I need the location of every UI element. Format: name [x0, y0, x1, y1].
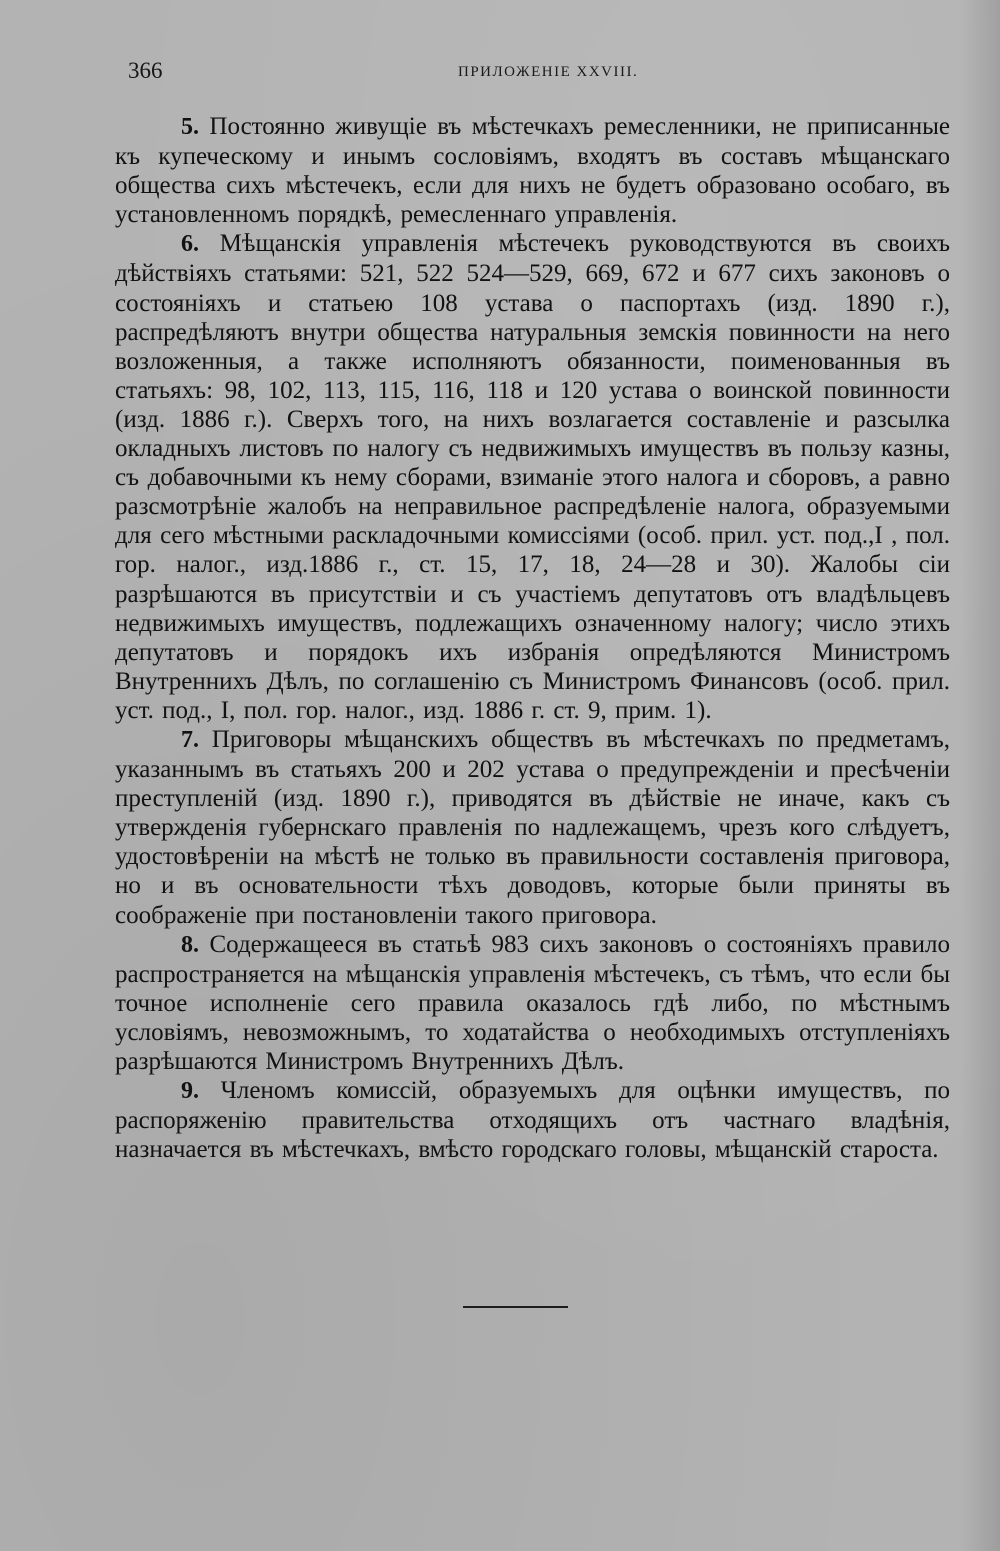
- paragraph-7: [115, 725, 950, 930]
- paragraph-text: Приговоры мѣщанскихъ обществъ въ мѣстечкахъ по предметамъ, указаннымъ въ статьяхъ 200 и 202 устава о предупрежденіи и пресѣченіи преступленій (изд. 1890 г.), приводятся въ дѣйствіе не иначе, какъ съ утвержденія губернскаго правленія по надлежащемъ, чрезъ кого слѣдуетъ, удостовѣреніи на мѣстѣ не только въ правильности составленія приговора, но и въ основательности тѣхъ доводовъ, которые были приняты въ соображеніе при постановленіи такого приговора.: [115, 725, 950, 929]
- running-head: ПРИЛОЖЕНІЕ XXVIII.: [458, 64, 639, 80]
- paragraph-number: 9.: [181, 1078, 199, 1105]
- paragraph-text: Членомъ комиссій, образуемыхъ для оцѣнки имуществъ, по распоряженію правительства отходящихъ отъ частнаго владѣнія, назначается въ мѣстечкахъ, вмѣсто городскаго головы, мѣщанскій староста.: [115, 1077, 951, 1164]
- paragraph-text: Мѣщанскія управленія мѣстечекъ руководствуются въ своихъ дѣйствіяхъ статьями: 521, 522 524—529, 669, 672 и 677 сихъ законовъ о состояніяхъ и статьею 108 устава о паспортахъ (изд. 1890 г.), распредѣляютъ внутри общества натуральныя земскія повинности на него возложенныя, а также исполняютъ обязанности, поименованныя въ статьяхъ: 98, 102, 113, 115, 116, 118 и 120 устава о воинской повинности (изд. 1886 г.). Сверхъ того, на нихъ возлагается составленіе и разсылка окладныхъ листовъ по налогу съ недвижимыхъ имуществъ въ пользу казны, съ добавочными къ нему сборами, взиманіе этого налога и сборовъ, а равно разсмотрѣніе жалобъ на неправильное распредѣленіе налога, образуемыми для сего мѣстными раскладочными комиссіями (особ. прил. уст. под.,I , пол. гор. налог., изд.1886 г., ст. 15, 17, 18, 24—28 и 30). Жалобы сіи разрѣшаются въ присутствіи и съ участіемъ депутатовъ отъ владѣльцевъ недвижимыхъ имуществъ, подлежащихъ означенному налогу; число этихъ депутатовъ и порядокъ ихъ избранія опредѣляются Министромъ Внутреннихъ Дѣлъ, по соглашенію съ Министромъ Финансовъ (особ. прил. уст. под., I, пол. гор. налог., изд. 1886 г. ст. 9, прим. 1).: [115, 230, 951, 724]
- paragraph-8: [115, 930, 950, 1076]
- article-body: [115, 112, 950, 1164]
- page-header: [128, 58, 943, 92]
- paragraph-9: [115, 1076, 950, 1164]
- paragraph-5: [115, 112, 950, 229]
- paragraph-number: 5.: [181, 114, 199, 140]
- paragraph-text: Постоянно живущіе въ мѣстечкахъ ремесленники, не приписанные къ купеческому и инымъ сословіямъ, входятъ въ составъ мѣщанскаго общества сихъ мѣстечекъ, если для нихъ не будетъ образовано особаго, въ установленномъ порядкѣ, ремесленнаго управленія.: [115, 113, 951, 229]
- paragraph-text: Содержащееся въ статьѣ 983 сихъ законовъ о состояніяхъ правило распространяется на мѣщанскія управленія мѣстечекъ, съ тѣмъ, что если бы точное исполненіе сего правила оказалось гдѣ либо, по мѣстнымъ условіямъ, невозможнымъ, то ходатайства о необходимыхъ отступленіяхъ разрѣшаются Министромъ Внутреннихъ Дѣлъ.: [115, 930, 951, 1075]
- footnote-separator-rule: [463, 1306, 568, 1308]
- page-number: 366: [128, 58, 163, 83]
- paragraph-number: 7.: [181, 726, 199, 753]
- paragraph-number: 8.: [181, 931, 199, 958]
- page-edge-shadow: [960, 0, 1000, 1551]
- paragraph-number: 6.: [181, 231, 199, 258]
- paragraph-6: [115, 229, 950, 725]
